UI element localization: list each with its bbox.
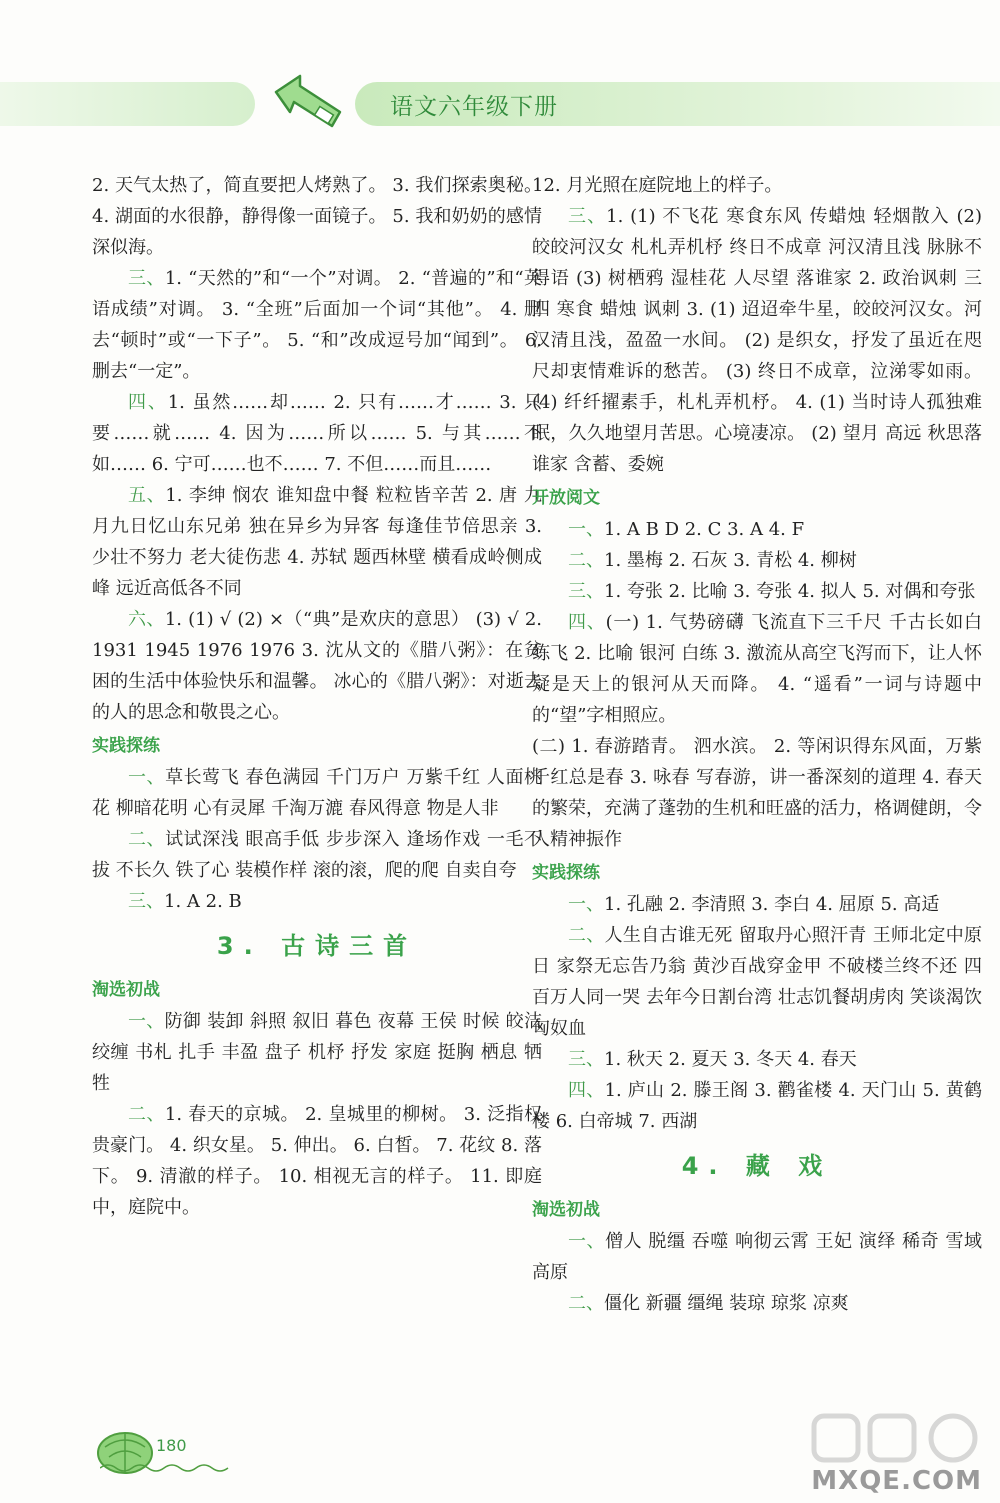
left-column xyxy=(92,170,542,1223)
answer-text: 1. 春天的京城。 2. 皇城里的柳树。 3. 泛指权贵豪门。 4. 织女星。 5. 伸出。 6. 白皙。 7. 花纹 8. 落下。 9. 清澈的样子。 10. 相视无言的样子。 11. 即庭中，庭院中。 xyxy=(92,1104,542,1218)
answer-paragraph xyxy=(532,1075,982,1137)
item-number: 四、 xyxy=(568,612,606,633)
answer-text: 草长莺飞 春色满园 千门万户 万紫千红 人面桃花 柳暗花明 心有灵犀 千淘万漉 春风得意 物是人非 xyxy=(92,767,542,819)
answer-paragraph xyxy=(532,889,982,920)
answer-text: 1. (1) 不飞花 寒食东风 传蜡烛 轻烟散入 (2) 皎皎河汉女 札札弄机杼 终日不成章 河汉清且浅 脉脉不得语 (3) 树栖鸦 湿桂花 人尽望 落谁家 2. 政治讽刺 三 四 寒食 蜡烛 讽刺 3. (1) 迢迢牵牛星，皎皎河汉女。河汉清且浅，盈盈一水间。 (2) 是织女，抒发了虽近在咫尺却衷情难诉的愁苦。 (3) 终日不成章，泣涕零如雨。 (4) 纤纤擢素手，札札弄机杼。 4. (1) 当时诗人孤独难眠，久久地望月苦思。心境凄凉。 (2) 望月 高远 秋思落谁家 含蓄、委婉 xyxy=(532,206,983,475)
answer-text: 1. 庐山 2. 滕王阁 3. 鹳雀楼 4. 天门山 5. 黄鹤楼 6. 白帝城 7. 西湖 xyxy=(532,1080,982,1132)
answer-paragraph xyxy=(92,1006,542,1099)
answer-text: 1. 墨梅 2. 石灰 3. 青松 4. 柳树 xyxy=(604,550,857,571)
answer-text: 1. 秋天 2. 夏天 3. 冬天 4. 春天 xyxy=(604,1049,857,1070)
answer-text: 12. 月光照在庭院地上的样子。 xyxy=(532,175,783,196)
answer-text: 1. “天然的”和“一个”对调。 2. “普遍的”和“英语成绩”对调。 3. “全班”后面加一个词“其他”。 4. 删去“顿时”或“一下子”。 5. “和”改成逗号加“闻到”。 6. 删去“一定”。 xyxy=(92,268,542,382)
item-number: 三、 xyxy=(568,581,604,602)
item-number: 一、 xyxy=(568,519,604,540)
lesson-title: 3. 古诗三首 xyxy=(216,932,418,960)
item-number: 五、 xyxy=(128,485,166,506)
section-heading: 淘选初战 xyxy=(532,1200,600,1220)
answer-paragraph xyxy=(532,607,982,731)
section-heading: 开放阅文 xyxy=(532,488,600,508)
answer-paragraph xyxy=(92,824,542,886)
answer-text: 1. 虽然……却…… 2. 只有……才…… 3. 只要……就…… 4. 因为……所以…… 5. 与其……不如…… 6. 宁可……也不…… 7. 不但……而且…… xyxy=(92,392,542,475)
answer-text: 试试深浅 眼高手低 步步深入 逢场作戏 一毛不拔 不长久 铁了心 装模作样 滚的滚，爬的爬 自卖自夸 xyxy=(92,829,542,881)
answer-paragraph xyxy=(532,920,982,1044)
answer-text: 防御 装卸 斜照 叙旧 暮色 夜幕 王侯 时候 皎洁 绞缠 书札 扎手 丰盈 盘子 机杼 抒发 家庭 挺胸 栖息 牺牲 xyxy=(92,1011,542,1094)
answer-text: 人生自古谁无死 留取丹心照汗青 王师北定中原日 家祭无忘告乃翁 黄沙百战穿金甲 不破楼兰终不还 四百万人同一哭 去年今日割台湾 壮志饥餐胡虏肉 笑谈渴饮匈奴血 xyxy=(532,925,982,1039)
item-number: 三、 xyxy=(568,206,607,227)
answer-paragraph xyxy=(532,1288,982,1319)
watermark-text: MXQE.COM xyxy=(811,1466,982,1496)
page-number: 180 xyxy=(156,1436,187,1455)
answer-text: 1. A 2. B xyxy=(164,891,242,912)
right-column xyxy=(532,170,982,1319)
answer-paragraph xyxy=(532,514,982,545)
answer-text: 1. 李绅 悯农 谁知盘中餐 粒粒皆辛苦 2. 唐 九月九日忆山东兄弟 独在异乡为异客 每逢佳节倍思亲 3. 少壮不努力 老大徒伤悲 4. 苏轼 题西林壁 横看成岭侧成峰 远近高低各不同 xyxy=(92,485,543,599)
item-number: 六、 xyxy=(128,609,165,630)
answer-paragraph xyxy=(92,886,542,917)
section-heading: 实践探练 xyxy=(532,863,600,883)
answer-paragraph xyxy=(532,545,982,576)
item-number: 二、 xyxy=(568,1293,604,1314)
answer-text: 1. (1) √ (2) ×（“典”是欢庆的意思） (3) √ 2. 1931 1945 1976 1976 3. 沈从文的《腊八粥》：在贫困的生活中体验快乐和温馨。 冰心的《腊八粥》：对逝去的人的思念和敬畏之心。 xyxy=(92,609,542,723)
arrow-icon xyxy=(270,72,350,138)
answer-paragraph xyxy=(92,170,542,263)
answer-text: 僧人 脱缰 吞噬 响彻云霄 王妃 演绎 稀奇 雪域高原 xyxy=(532,1231,982,1283)
section-heading: 淘选初战 xyxy=(92,980,160,1000)
item-number: 一、 xyxy=(128,1011,165,1032)
header-banner-left xyxy=(0,82,255,126)
answer-paragraph xyxy=(92,387,542,480)
answer-paragraph xyxy=(532,1044,982,1075)
item-number: 一、 xyxy=(128,767,166,788)
answer-paragraph xyxy=(92,762,542,824)
answer-text: (一) 1. 气势磅礴 飞流直下三千尺 千古长如白练飞 2. 比喻 银河 白练 3. 激流从高空飞泻而下，让人怀疑是天上的银河从天而降。 4. “遥看”一词与诗题中的“望”字相照应。 xyxy=(532,612,983,726)
item-number: 二、 xyxy=(568,550,604,571)
answer-paragraph xyxy=(532,576,982,607)
item-number: 二、 xyxy=(568,925,605,946)
answer-text: 1. 夸张 2. 比喻 3. 夸张 4. 拟人 5. 对偶和夸张 xyxy=(604,581,976,602)
item-number: 四、 xyxy=(128,392,168,413)
item-number: 一、 xyxy=(568,894,604,915)
answer-paragraph xyxy=(92,263,542,387)
item-number: 二、 xyxy=(128,829,166,850)
item-number: 三、 xyxy=(128,268,165,289)
item-number: 三、 xyxy=(568,1049,604,1070)
item-number: 四、 xyxy=(568,1080,605,1101)
answer-text: 1. A B D 2. C 3. A 4. F xyxy=(604,519,805,540)
item-number: 一、 xyxy=(568,1231,606,1252)
item-number: 三、 xyxy=(128,891,164,912)
answer-paragraph xyxy=(532,731,982,855)
answer-text: 2. 天气太热了，简直要把人烤熟了。 3. 我们探索奥秘。 4. 湖面的水很静，静得像一面镜子。 5. 我和奶奶的感情深似海。 xyxy=(92,175,542,258)
answer-paragraph xyxy=(532,170,982,201)
answer-paragraph xyxy=(92,480,542,604)
answer-paragraph xyxy=(92,604,542,728)
wave-decoration xyxy=(100,1462,230,1474)
item-number: 二、 xyxy=(128,1104,165,1125)
lesson-title: 4. 藏 戏 xyxy=(681,1152,833,1180)
answer-paragraph xyxy=(532,201,982,480)
answer-paragraph xyxy=(92,1099,542,1223)
section-heading: 实践探练 xyxy=(92,736,160,756)
answer-paragraph xyxy=(532,1226,982,1288)
answer-text: (二) 1. 春游踏青。 泗水滨。 2. 等闲识得东风面，万紫千红总是春 3. 咏春 写春游，讲一番深刻的道理 4. 春天的繁荣，充满了蓬勃的生机和旺盛的活力，格调健朗，令人精神振作 xyxy=(532,736,982,850)
header-title: 语文六年级下册 xyxy=(390,94,558,120)
answer-text: 僵化 新疆 缰绳 装琼 琼浆 凉爽 xyxy=(604,1293,849,1314)
answer-text: 1. 孔融 2. 李清照 3. 李白 4. 屈原 5. 高适 xyxy=(604,894,940,915)
